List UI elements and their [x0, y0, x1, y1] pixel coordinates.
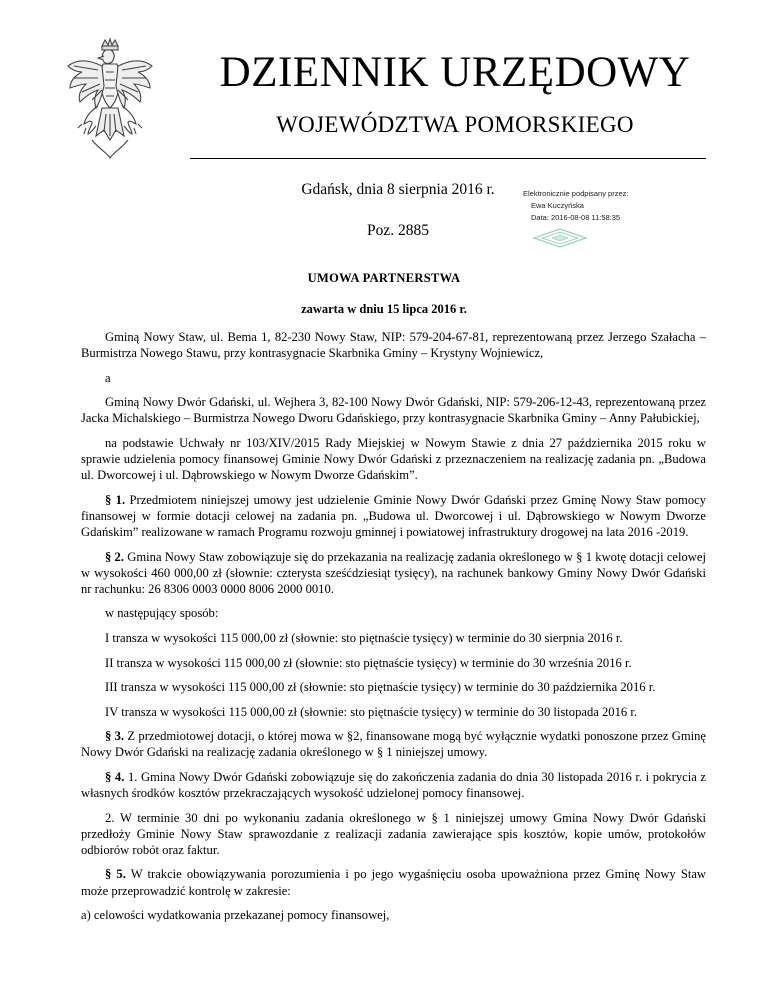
section-mark: § 5.: [105, 867, 126, 882]
paragraph-text: na podstawie Uchwały nr 103/XIV/2015 Rady Miejskiej w Nowym Stawie z dnia 27 października 2015 roku w sprawie udzielenia pomocy finansowej Gminie Nowy Dwór Gdański z przeznaczeniem na realizację zadania pn. „Budowa ul. Dworcowej i ul. Dąbrowskiego w Nowym Dworze Gdańskim”.: [81, 435, 706, 483]
body-paragraph: [81, 370, 706, 386]
body-paragraph: [81, 394, 706, 426]
paragraph-text: II transza w wysokości 115 000,00 zł (słownie: sto piętnaście tysięcy) w terminie do 30 września 2016 r.: [105, 655, 632, 670]
paragraph-text: Gminą Nowy Staw, ul. Bema 1, 82-230 Nowy Staw, NIP: 579-204-67-81, reprezentowaną przez Jerzego Szałacha – Burmistrza Nowego Stawu, przy kontrasygnacie Skarbnika Gminy – Krystyny Wojniewicz,: [81, 330, 706, 361]
body-paragraph: [81, 329, 706, 361]
position-number: Poz. 2885: [367, 222, 429, 239]
header-divider: [190, 158, 706, 159]
body-paragraph: [81, 679, 706, 695]
body-paragraph: [81, 704, 706, 720]
body-paragraph: [81, 605, 706, 621]
body-paragraph: [81, 907, 706, 923]
paragraph-text: W trakcie obowiązywania porozumienia i po jego wygaśnięciu osoba upoważniona przez Gminę Nowy Staw może przeprowadzić kontrolę w zakresie:: [81, 867, 707, 898]
body-paragraph: [81, 728, 706, 760]
paragraph-text: 2. W terminie 30 dni po wykonaniu zadania określonego w § 1 niniejszej umowy Gmina Nowy Dwór Gdański przedłoży Gminie Nowy Staw sprawozdanie z realizacji zadania zawierające spis kosztów, kopie umów, protokołów odbiorów robót oraz faktur.: [81, 810, 706, 857]
signature-signer: Ewa Kuczyńska: [531, 201, 584, 210]
journal-subtitle: WOJEWÓDZTWA POMORSKIEGO: [276, 112, 634, 137]
paragraph-text: Z przedmiotowej dotacji, o której mowa w §2, finansowane mogą być wyłącznie wydatki ponoszone przez Gminę Nowy Dwór Gdański na realizację zadania określonego w § 1 niniejszej umowy.: [81, 729, 707, 760]
paragraph-text: IV transza w wysokości 115 000,00 zł (słownie: sto piętnaście tysięcy) w terminie do 30 listopada 2016 r.: [105, 704, 637, 719]
section-mark: § 3.: [105, 729, 125, 744]
body-paragraph: [81, 492, 706, 540]
paragraph-text: Gmina Nowy Staw zobowiązuje się do przekazania na realizację zadania określonego w § 1 kwotę dotacji celowej w wysokości 460 000,00 zł (słownie: czterysta sześćdziesiąt tysięcy), na rachunek bankowy Gminy Nowy Dwór Gdański nr rachunku: 26 8306 0003 0000 8006 2000 0010.: [81, 549, 706, 596]
body-paragraph: [81, 655, 706, 671]
document-date: zawarta w dniu 15 lipca 2016 r.: [301, 302, 467, 316]
body-paragraph: [81, 630, 706, 646]
place-and-date: Gdańsk, dnia 8 sierpnia 2016 r.: [301, 181, 495, 198]
paragraph-text: a) celowości wydatkowania przekazanej pomocy finansowej,: [81, 908, 390, 923]
journal-title: DZIENNIK URZĘDOWY: [219, 49, 691, 96]
electronic-signature: [523, 188, 723, 224]
body-paragraph: [81, 769, 706, 801]
body-paragraph: [81, 866, 706, 898]
body-paragraph: [81, 549, 706, 597]
paragraph-text: 1. Gmina Nowy Dwór Gdański zobowiązuje się do zakończenia zadania do dnia 30 listopada 2016 r. i pokrycia z własnych środków kosztów przekraczających wysokość udzielonej pomocy finansowej.: [81, 769, 707, 801]
section-mark: § 1.: [105, 492, 126, 507]
body-paragraph: [81, 435, 706, 483]
signature-date: Data: 2016-08-08 11:58:35: [531, 213, 621, 222]
eagle-emblem-icon: [62, 36, 158, 162]
signature-seal-icon: [532, 228, 588, 248]
paragraph-text: w następujący sposób:: [105, 606, 219, 621]
document-body: [81, 329, 706, 932]
signature-label: Elektronicznie podpisany przez:: [523, 189, 629, 198]
body-paragraph: [81, 810, 706, 858]
section-mark: § 4.: [105, 769, 125, 784]
document-title: UMOWA PARTNERSTWA: [307, 271, 461, 285]
paragraph-text: Przedmiotem niniejszej umowy jest udzielenie Gminie Nowy Dwór Gdański przez Gminę Nowy Staw pomocy finansowej w formie dotacji celowej na zadania pn. „Budowa ul. Dworcowej i ul. Dąbrowskiego w Nowym Dworze Gdańskim” realizowane w ramach Programu rozwoju gminnej i powiatowej infrastruktury drogowej na lata 2016 -2019.: [81, 492, 706, 539]
paragraph-text: I transza w wysokości 115 000,00 zł (słownie: sto piętnaście tysięcy) w terminie do 30 sierpnia 2016 r.: [105, 630, 623, 645]
paragraph-text: Gminą Nowy Dwór Gdański, ul. Wejhera 3, 82-100 Nowy Dwór Gdański, NIP: 579-206-12-43, reprezentowaną przez Jacka Michalskiego – Burmistrza Nowego Dworu Gdańskiego, przy kontrasygnacie Skarbnika Gminy – Anny Pałubickiej,: [81, 395, 706, 426]
section-mark: § 2.: [105, 549, 124, 564]
paragraph-text: III transza w wysokości 115 000,00 zł (słownie: sto piętnaście tysięcy) w terminie do 30 października 2016 r.: [105, 680, 656, 695]
paragraph-text: a: [105, 370, 111, 385]
